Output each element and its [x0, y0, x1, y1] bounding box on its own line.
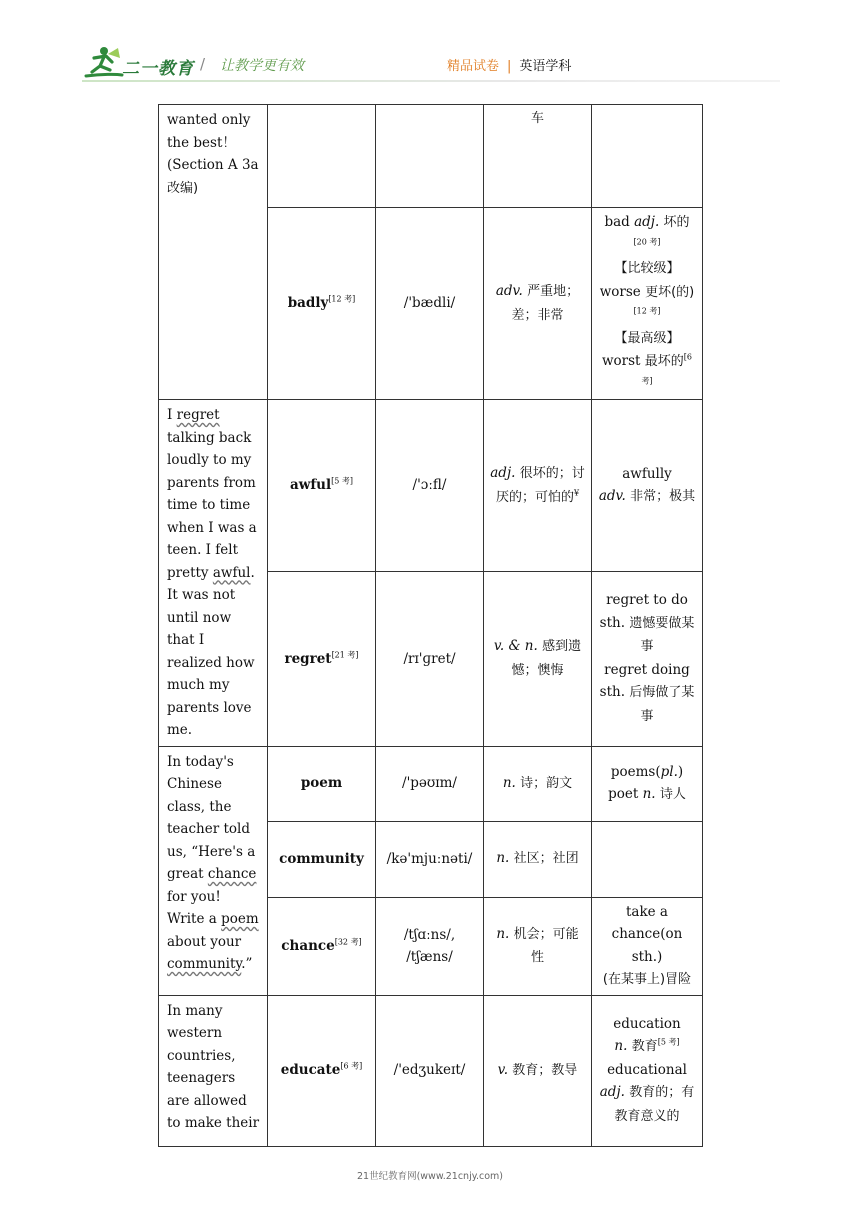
meaning-cell: n. 诗；韵文: [484, 746, 592, 821]
table-row: [159, 746, 703, 821]
word-cell: educate[6 考]: [268, 995, 376, 1146]
meaning-cell: adj. 很坏的；讨厌的；可怕的¥: [484, 400, 592, 572]
notes-cell: awfully adv. 非常；极其: [592, 400, 703, 572]
phonetic-cell: /rɪ'ɡret/: [376, 572, 484, 746]
meaning-cell: 车: [484, 105, 592, 208]
example-sentence: In many western countries, teenagers are allowed to make their: [159, 995, 268, 1146]
header-subject: 精品试卷 | 英语学科: [447, 59, 572, 74]
meaning-cell: n. 社区；社团: [484, 821, 592, 897]
phonetic-cell: /tʃɑːns/, /tʃæns/: [376, 897, 484, 995]
word-cell: awful[5 考]: [268, 400, 376, 572]
header-subject-label: 英语学科: [519, 59, 572, 74]
phonetic-cell: /'edʒukeɪt/: [376, 995, 484, 1146]
notes-cell: education n. 教育[5 考] educational adj. 教育的；有教育意义的: [592, 995, 703, 1146]
table-row: [159, 995, 703, 1146]
page-footer: 21世纪教育网(www.21cnjy.com): [356, 1171, 503, 1182]
notes-cell: [592, 821, 703, 897]
word-cell: regret[21 考]: [268, 572, 376, 746]
notes-cell: regret to do sth. 遗憾要做某事 regret doing sth. 后悔做了某事: [592, 572, 703, 746]
phonetic-cell: /'bædli/: [376, 208, 484, 400]
header-divider: [82, 80, 780, 82]
slogan-separator: /: [200, 55, 206, 73]
phonetic-cell: /kə'mjuːnəti/: [376, 821, 484, 897]
word-cell: [268, 105, 376, 208]
table-row: [159, 400, 703, 572]
notes-cell: [592, 105, 703, 208]
notes-cell: bad adj. 坏的[20 考] 【比较级】 worse 更坏(的)[12 考] 【最高级】 worst 最坏的[6 考]: [592, 208, 703, 400]
notes-cell: take a chance(on sth.) (在某事上)冒险: [592, 897, 703, 995]
meaning-cell: v. 教育；教导: [484, 995, 592, 1146]
word-cell: badly[12 考]: [268, 208, 376, 400]
meaning-cell: v. & n. 感到遗憾；懊悔: [484, 572, 592, 746]
phonetic-cell: /'ɔːfl/: [376, 400, 484, 572]
word-cell: community: [268, 821, 376, 897]
example-sentence: wanted only the best！ (Section A 3a 改编): [159, 105, 268, 400]
word-cell: poem: [268, 746, 376, 821]
header-primary-label: 精品试卷: [447, 59, 500, 74]
page-header: [0, 0, 860, 90]
meaning-cell: adv. 严重地；差；非常: [484, 208, 592, 400]
example-sentence: In today's Chinese class, the teacher told us, “Here's a great chance for you! Write a poem about your community.”: [159, 746, 268, 995]
phonetic-cell: [376, 105, 484, 208]
notes-cell: poems(pl.) poet n. 诗人: [592, 746, 703, 821]
logo-text: 二一教育: [122, 59, 194, 79]
vocabulary-table: [158, 104, 703, 1147]
meaning-cell: n. 机会；可能性: [484, 897, 592, 995]
slogan: 让教学更有效: [220, 58, 304, 74]
phonetic-cell: /'pəʊɪm/: [376, 746, 484, 821]
table-row: [159, 105, 703, 208]
example-sentence: I regret talking back loudly to my parents from time to time when I was a teen. I felt pretty awful. It was not until now that I realized how much my parents love me.: [159, 400, 268, 747]
word-cell: chance[32 考]: [268, 897, 376, 995]
